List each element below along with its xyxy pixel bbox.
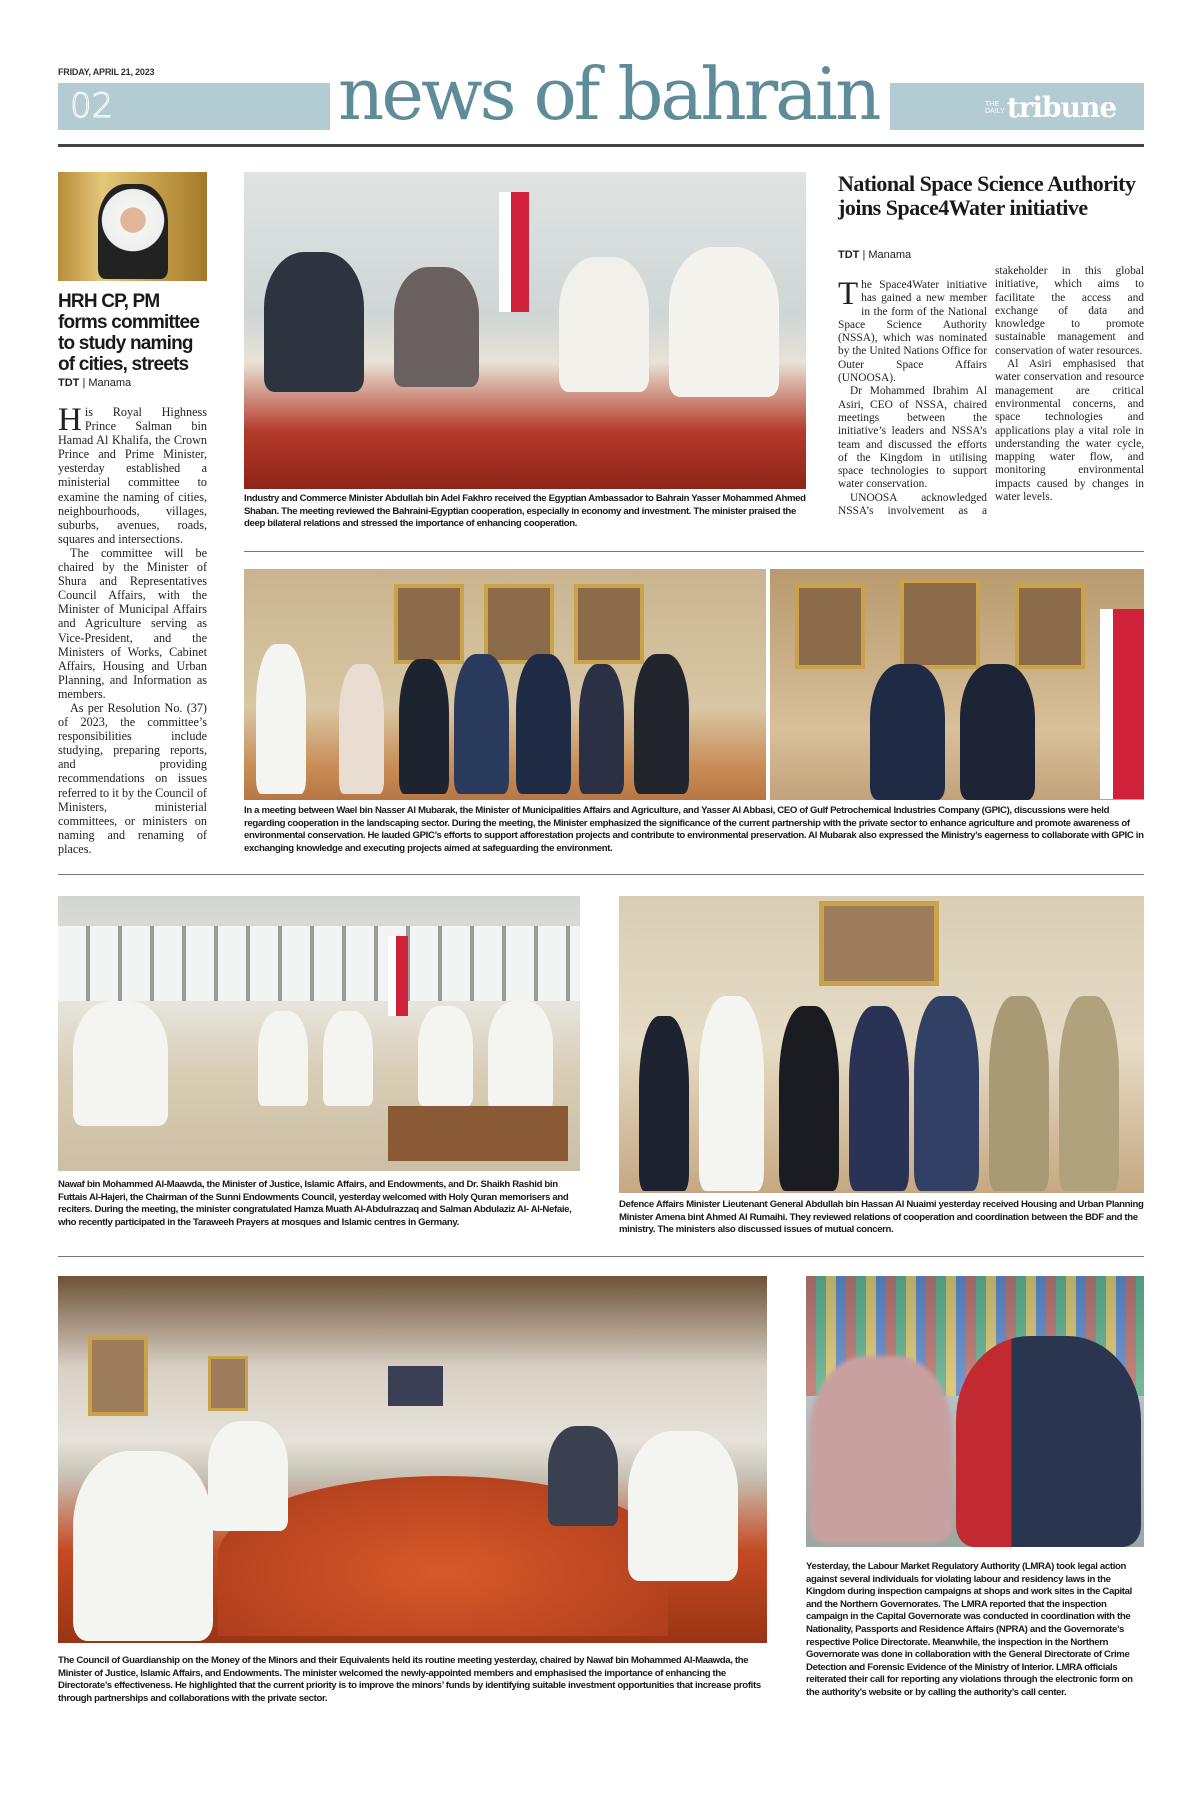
caption-fakhro: Industry and Commerce Minister Abdullah bin Adel Fakhro received the Egyptian Ambassador to Bahrain Yasser Mohammed Ahmed Shaban. The meeting reviewed the Bahraini-Egyptian cooperation, especially in economy and investment. The minister praised the deep bilateral relations and stressed the importance of enhancing cooperation. (244, 493, 806, 530)
caption-defence: Defence Affairs Minister Lieutenant General Abdullah bin Hassan Al Nuaimi yesterday received Housing and Urban Planning Minister Amena bint Ahmed Al Rumaihi. They reviewed relations of cooperation and coordination between the BDF and the ministry. The ministers also discussed issues of mutual concern. (619, 1199, 1144, 1236)
page-number: 02 (70, 86, 114, 126)
photo-quran-reciters (58, 896, 580, 1171)
right-article-body: The Space4Water initiative has gained a new member in the form of the National Space Science Authority (NSSA), which was nominated by the United Nations Office for Outer Space Affairs (UNOOSA). Dr Mohammed Ibrahim Al Asiri, CEO of NSSA, chaired meetings between the initiative’s leaders and NSSA’s team and discussed the efforts of the Kingdom in utilising space technologies to support water conservation. UNOOSA acknowledged NSSA’s involvement as a stakeholder in this global initiative, which aims to facilitate the access and exchange of data and knowledge to promote sustainable management and conservation of water resources. Al Asiri emphasised that water conservation and resource management are critical environmental concerns, and space technologies and applications play a vital role in understanding the water cycle, mapping water flow, and monitoring environmental impacts caused by changes in water levels. (838, 265, 1144, 518)
left-article-body: His Royal Highness Prince Salman bin Hamad Al Khalifa, the Crown Prince and Prime Minister, yesterday established a ministerial committee to examine the naming of cities, neighbourhoods, villages, suburbs, avenues, roads, squares and intersections. The committee will be chaired by the Minister of Shura and Representatives Council Affairs, with the Minister of Municipal Affairs and Agriculture serving as Vice-President, and the Ministers of Works, Cabinet Affairs, Housing and Urban Planning, and Information as members. As per Resolution No. (37) of 2023, the committee’s responsibilities include studying, preparing reports, and providing recommendations on issues referred to it by the Council of Ministers, ministerial committees, or ministers on naming and renaming of places. (58, 402, 207, 856)
photo-guardianship-council (58, 1276, 767, 1643)
photo-gpic-group (244, 569, 766, 800)
section-divider (244, 551, 1144, 552)
photo-fakhro-meeting (244, 172, 806, 489)
drop-cap: T (838, 276, 859, 312)
photo-defence-meeting (619, 896, 1144, 1193)
photo-gpic-handshake (770, 569, 1144, 800)
right-headline: National Space Science Authority joins Space4Water initiative (838, 171, 1136, 220)
crown-prince-portrait (58, 172, 207, 281)
header-rule (58, 144, 1144, 147)
caption-lmra: Yesterday, the Labour Market Regulatory Authority (LMRA) took legal action against several individuals for violating labour and residency laws in the Kingdom during inspection campaigns at shops and work sites in the Capital and the Northern Governorates. The LMRA reported that the inspection campaign in the Capital Governorate was conducted in coordination with the Nationality, Passports and Residence Affairs (NPRA) and the Governorate’s respective Police Directorate. Meanwhile, the inspection in the Northern Governorate was done in collaboration with the General Directorate of Crime Detection and Forensic Evidence of the Ministry of Interior. LMRA officials reiterated their call for reporting any violations through the electronic form on the authority’s website or by calling the authority’s call center. (806, 1561, 1133, 1698)
right-byline: TDT | Manama (838, 249, 912, 261)
newspaper-logo: THE DAILYtribune (985, 91, 1117, 124)
left-byline: TDT | Manama (58, 377, 132, 389)
section-title: news of bahrain (338, 52, 879, 136)
drop-cap: H (58, 402, 82, 438)
photo-lmra-inspection (806, 1276, 1144, 1547)
caption-quran: Nawaf bin Mohammed Al-Maawda, the Minister of Justice, Islamic Affairs, and Endowments, and Dr. Shaikh Rashid bin Futtais Al-Hajeri, the Chairman of the Sunni Endowments Council, yesterday welcomed with Holy Quran memorisers and reciters. During the meeting, the minister congratulated Hamza Muath Al-Abdulrazzaq and Salman Abdulaziz Al- Al-Nefaie, who recently participated in the Taraweeh Prayers at mosques and Islamic centres in Germany. (58, 1179, 572, 1228)
issue-date: FRIDAY, APRIL 21, 2023 (58, 67, 155, 77)
left-headline: HRH CP, PM forms committee to study naming of cities, streets (58, 291, 200, 375)
caption-gpic: In a meeting between Wael bin Nasser Al Mubarak, the Minister of Municipalities Affairs and Agriculture, and Yasser Al Abbasi, CEO of Gulf Petrochemical Industries Company (GPIC), discussions were held regarding cooperation in the landscaping sector. During the meeting, the Minister emphasized the significance of the current partnership with the private sector to enhance agriculture and promote awareness of environmental conservation. He lauded GPIC’s efforts to support afforestation projects and contribute to environmental preservation. Al Mubarak also expressed the Ministry’s eagerness to collaborate with GPIC in exchanging knowledge and executing projects aimed at safeguarding the environment. (244, 805, 1144, 854)
section-divider (58, 874, 1144, 875)
section-divider (58, 1256, 1144, 1257)
caption-guardianship: The Council of Guardianship on the Money of the Minors and their Equivalents held its routine meeting yesterday, chaired by Nawaf bin Mohammed Al-Maawda, the Minister of Justice, Islamic Affairs, and Endowments. The minister welcomed the newly-appointed members and emphasised the importance of enhancing the Directorate’s effectiveness. He highlighted that the current priority is to improve the minors’ funds by identifying suitable investment opportunities that increase profits through partnerships and collaborations with the private sector. (58, 1655, 761, 1704)
